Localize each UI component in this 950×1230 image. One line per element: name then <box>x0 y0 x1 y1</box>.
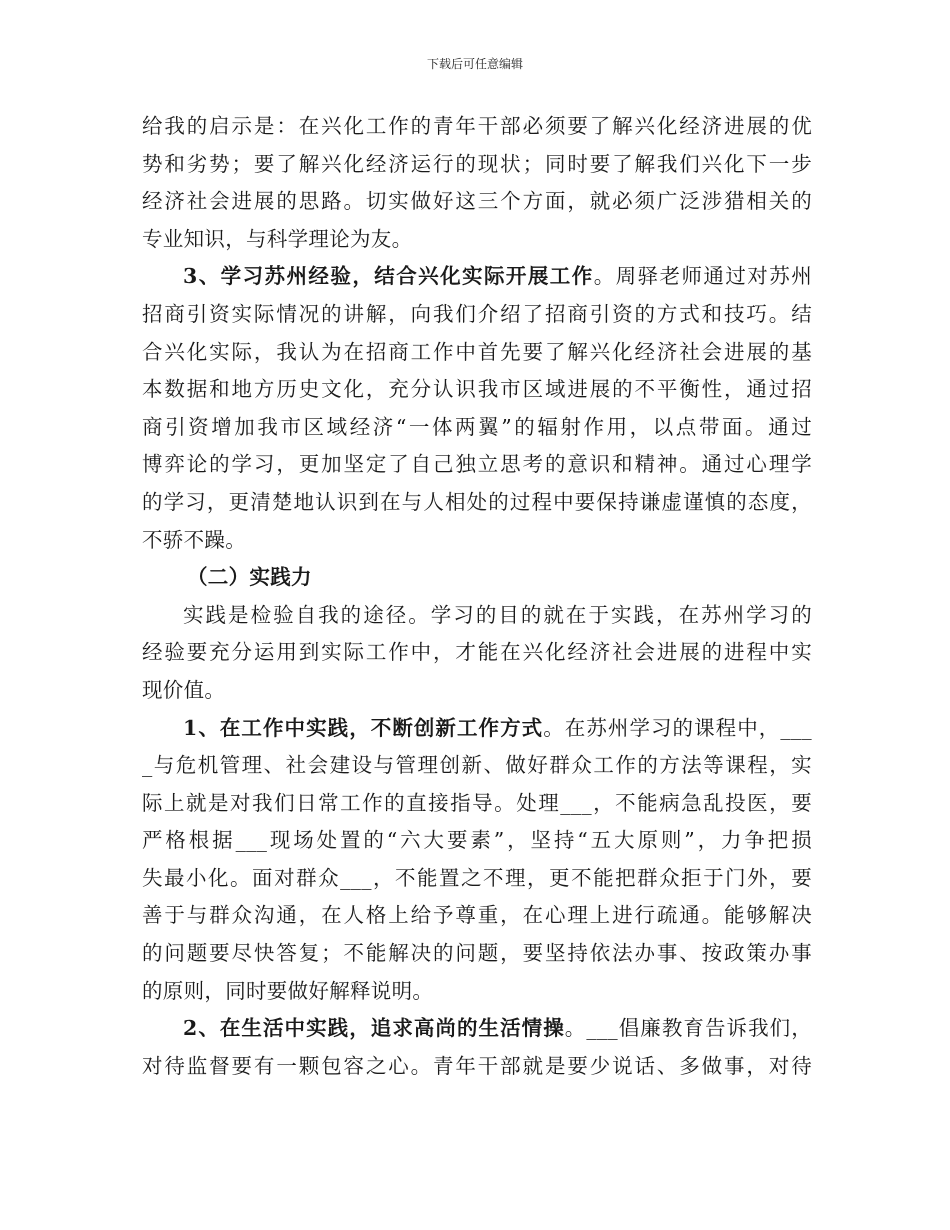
text-line <box>142 183 812 221</box>
text-line <box>142 296 812 334</box>
section-heading: 2、在生活中实践，追求高尚的生活情操 <box>183 1016 565 1041</box>
line-text: 给我的启示是：在兴化工作的青年干部必须要了解兴化经济进展的优 <box>142 114 812 138</box>
line-text: 合兴化实际，我认为在招商工作中首先要了解兴化经济社会进展的基 <box>142 339 812 364</box>
section-heading-line <box>142 1010 812 1048</box>
section-heading: 1、在工作中实践，不断创新工作方式 <box>183 715 544 740</box>
text-line <box>142 1048 812 1086</box>
text-line <box>142 860 812 898</box>
line-text: 商引资增加我市区域经济“一体两翼”的辐射作用，以点带面。通过 <box>142 414 812 439</box>
line-text: 的原则，同时要做好解释说明。 <box>142 978 434 1003</box>
text-line <box>142 522 812 560</box>
subsection-heading-line <box>142 559 812 597</box>
text-line <box>142 597 812 635</box>
line-text: 的问题要尽快答复；不能解决的问题，要坚持依法办事、按政策办事 <box>142 941 812 966</box>
text-line <box>142 897 812 935</box>
line-text: 。___倡廉教育告诉我们， <box>564 1016 812 1041</box>
text-line <box>142 446 812 484</box>
section-heading-line <box>142 258 812 296</box>
line-text: 严格根据___现场处置的“六大要素”，坚持“五大原则”，力争把损 <box>142 828 812 853</box>
text-line <box>142 822 812 860</box>
line-text: 对待监督要有一颗包容之心。青年干部就是要少说话、多做事，对待 <box>142 1053 812 1078</box>
text-line <box>142 221 812 259</box>
text-line <box>142 935 812 973</box>
line-text: 实践是检验自我的途径。学习的目的就在于实践，在苏州学习的 <box>183 602 812 627</box>
line-text: 经验要充分运用到实际工作中，才能在兴化经济社会进展的进程中实 <box>142 640 812 665</box>
line-text: 的学习，更清楚地认识到在与人相处的过程中要保持谦虚谨慎的态度， <box>142 489 812 514</box>
text-line <box>142 747 812 785</box>
section-heading: 3、学习苏州经验，结合兴化实际开展工作 <box>183 264 594 289</box>
subsection-heading: （二）实践力 <box>187 565 312 590</box>
text-line <box>142 371 812 409</box>
page-header: 下载后可任意编辑 <box>426 57 523 71</box>
text-line <box>142 484 812 522</box>
document-body <box>142 108 812 1085</box>
text-line <box>142 146 812 184</box>
text-line <box>142 785 812 823</box>
line-text: 招商引资实际情况的讲解，向我们介绍了招商引资的方式和技巧。结 <box>142 301 812 326</box>
line-text: 际上就是对我们日常工作的直接指导。处理___，不能病急乱投医，要 <box>142 790 812 815</box>
line-text: _与危机管理、社会建设与管理创新、做好群众工作的方法等课程，实 <box>142 753 812 778</box>
line-text: 善于与群众沟通，在人格上给予尊重，在心理上进行疏通。能够解决 <box>142 903 812 928</box>
section-heading-line <box>142 710 812 748</box>
text-line <box>142 634 812 672</box>
text-line <box>142 973 812 1011</box>
text-line <box>142 108 812 146</box>
line-text: 博弈论的学习，更加坚定了自己独立思考的意识和精神。通过心理学 <box>142 452 812 477</box>
text-line <box>142 334 812 372</box>
line-text: 。在苏州学习的课程中，___ <box>543 715 812 740</box>
line-text: 。周驿老师通过对苏州 <box>593 264 812 289</box>
line-text: 不骄不躁。 <box>142 527 246 552</box>
text-line <box>142 409 812 447</box>
line-text: 势和劣势；要了解兴化经济运行的现状；同时要了解我们兴化下一步 <box>142 151 812 176</box>
line-text: 失最小化。面对群众___，不能置之不理，更不能把群众拒于门外，要 <box>142 865 812 890</box>
line-text: 现价值。 <box>142 677 226 702</box>
text-line <box>142 672 812 710</box>
line-text: 专业知识，与科学理论为友。 <box>142 226 413 251</box>
line-text: 本数据和地方历史文化，充分认识我市区域进展的不平衡性，通过招 <box>142 377 812 402</box>
line-text: 经济社会进展的思路。切实做好这三个方面，就必须广泛涉猎相关的 <box>142 189 812 214</box>
